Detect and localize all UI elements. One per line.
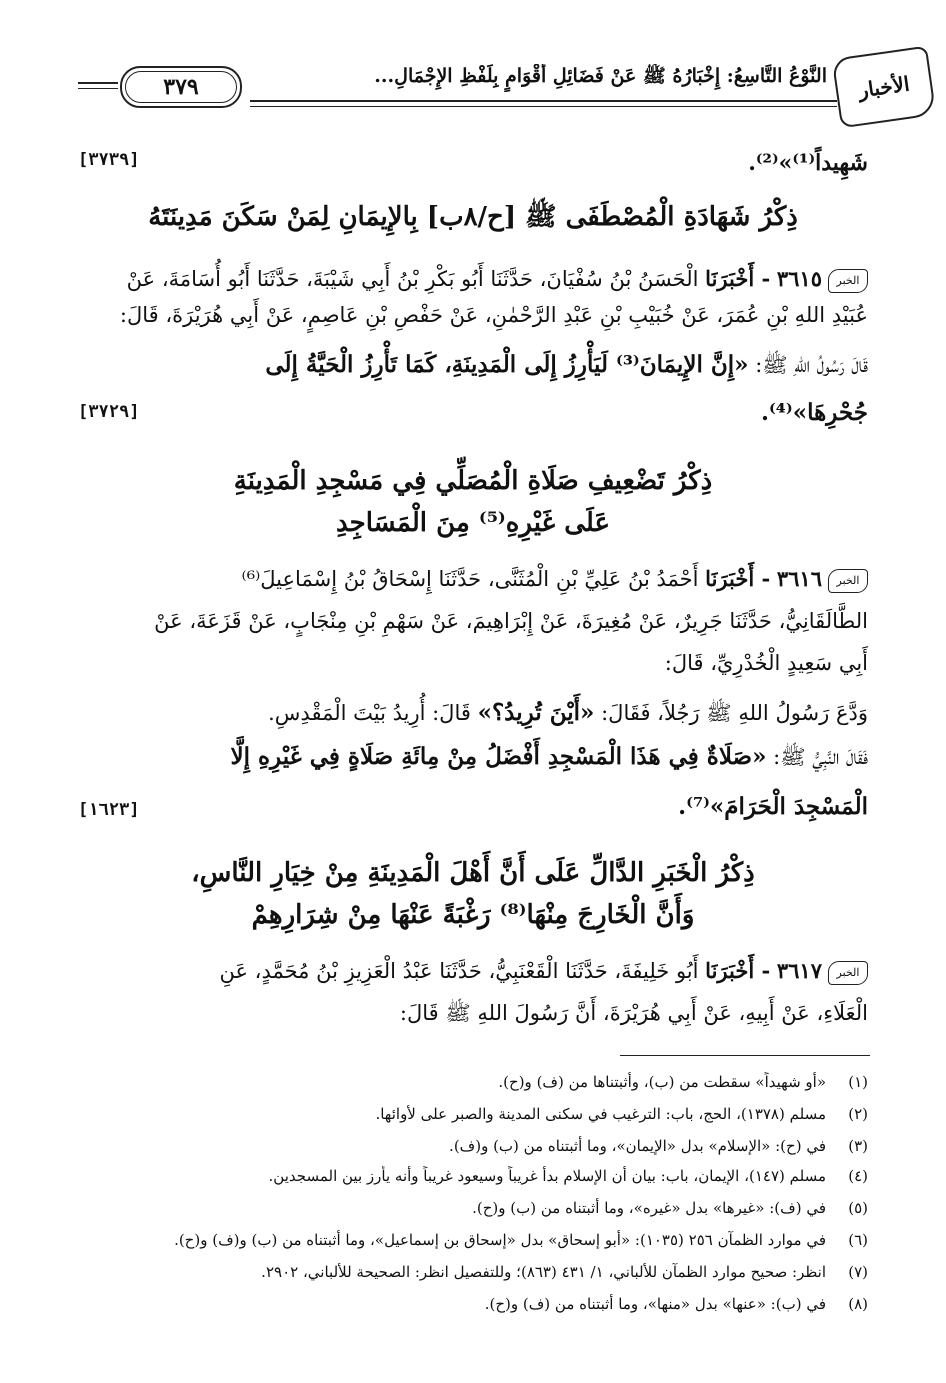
hadith-3616-line-1 [78, 562, 868, 596]
footnote-number: (٢) [848, 1105, 868, 1123]
footnote-number: (٨) [848, 1295, 868, 1313]
footnote [70, 1198, 868, 1218]
reference-number: [١٦٢٣] [78, 800, 140, 820]
hadith-3617-line-2: الْعَلَاءِ، عَنْ أَبِيهِ، عَنْ أَبِي هُرَيْرَةَ، أَنَّ رَسُولَ اللهِ ﷺ قَالَ: [399, 1001, 868, 1025]
chapter-badge: الأخبار [832, 46, 937, 129]
footnote-number: (٤) [848, 1167, 868, 1185]
footnote-text: «أو شهيداً» سقطت من (ب)، وأثبتناها من (ف) و(ح). [498, 1073, 826, 1091]
footnote-text: في موارد الظمآن ٢٥٦ (١٠٣٥): «أبو إسحاق» بدل «إسحاق بن إسماعيل»، وما أثبتناه من (ب) و(ف) و(ح). [174, 1231, 826, 1249]
matn-text: «إِنَّ الإِيمَانَ⁽³⁾ لَيَأْرِزُ إِلَى الْمَدِينَةِ، كَمَا تَأْرِزُ الْحَيَّةُ إِلَى [265, 351, 749, 378]
footnote [70, 1230, 868, 1250]
hadith-number: ٣٦١٦ [776, 566, 822, 591]
section-heading: ذِكْرُ تَضْعِيفِ صَلَاةِ الْمُصَلِّي فِي مَسْجِدِ الْمَدِينَةِ [233, 466, 713, 496]
matn-intro: فَقَالَ النَّبِيُّ ﷺ: [773, 745, 868, 769]
hadith-3615-line-1 [78, 262, 868, 296]
header-rule-left-thin [78, 88, 118, 89]
matn-text: «صَلَاةٌ فِي هَذَا الْمَسْجِدِ أَفْضَلُ مِنْ مِائَةِ صَلَاةٍ فِي غَيْرِهِ إِلَّا [230, 743, 767, 770]
page-header [70, 52, 932, 122]
header-rule-thin [250, 106, 837, 107]
footnote-number: (١) [848, 1073, 868, 1091]
section-heading: وَأَنَّ الْخَارِجَ مِنْهَا⁽⁸⁾ رَغْبَةً عَنْهَا مِنْ شِرَارِهِمْ [251, 900, 695, 930]
footnote-text: في (ح): «الإسلام» بدل «الإيمان»، وما أثبتناه من (ب) و(ف). [449, 1137, 826, 1155]
matn-intro: وَدَّعَ رَسُولُ اللهِ ﷺ رَجُلاً، فَقَالَ: [601, 701, 868, 725]
hadith-3616-line-5 [78, 740, 868, 774]
hadith-3615-line-4: جُحْرِهَا»⁽⁴⁾. [760, 399, 868, 426]
hadith-3616-line-3: أَبِي سَعِيدٍ الْخُدْرِيِّ، قَالَ: [664, 651, 868, 675]
footnote-text: مسلم (١٤٧)، الإيمان، باب: بيان أن الإسلام بدأ غريباً وسيعود غريباً وأنه يأرز بين المسجدين. [268, 1167, 826, 1185]
khabar-icon: الخبر [828, 961, 868, 985]
isnad-text: أَبُو خَلِيفَةَ، حَدَّثَنَا الْقَعْنَبِيُّ، حَدَّثَنَا عَبْدُ الْعَزِيزِ بْنُ مُحَمَّدٍ، عَنِ [219, 959, 699, 983]
footnote-number: (٦) [848, 1231, 868, 1249]
footnote [70, 1262, 868, 1282]
header-rule-left [78, 82, 118, 84]
hadith-3615-line-3 [78, 348, 868, 382]
khabar-icon: الخبر [828, 569, 868, 593]
hadith-3615-line-2: عُبَيْدِ اللهِ بْنِ عُمَرَ، عَنْ خُبَيْبِ بْنِ عَبْدِ الرَّحْمٰنِ، عَنْ حَفْصِ بْنِ عَاصِمٍ، عَنْ أَبِي هُرَيْرَةَ، قَالَ: [119, 303, 868, 327]
hadith-3617-line-1 [78, 954, 868, 988]
hadith-number: ٣٦١٥ [776, 266, 822, 291]
section-heading: ذِكْرُ شَهَادَةِ الْمُصْطَفَى ﷺ [ح/٨ب] بِالإِيمَانِ لِمَنْ سَكَنَ مَدِينَتَهُ [148, 202, 798, 232]
footnote-text: انظر: صحيح موارد الظمآن للألباني، ١/ ٤٣١ (٨٦٣)؛ وللتفصيل انظر: الصحيحة للألباني، ٢٩٠٢. [261, 1263, 826, 1281]
continuation-line: شَهِيداً⁽¹⁾»⁽²⁾. [748, 150, 868, 176]
hadith-3616-line-2: الطَّالَقَانِيُّ، حَدَّثَنَا جَرِيرٌ، عَنْ مُغِيرَةَ، عَنْ إِبْرَاهِيمَ، عَنْ سَهْمِ بْنِ مِنْجَابٍ، عَنْ قَزَعَةَ، عَنْ [154, 609, 868, 633]
isnad-text: أَحْمَدُ بْنُ عَلِيِّ بْنِ الْمُثَنَّى، حَدَّثَنَا إِسْحَاقُ بْنُ إِسْمَاعِيلَ⁽⁶⁾ [241, 567, 699, 591]
footnote-number: (٥) [848, 1199, 868, 1217]
hadith-3616-line-6: الْمَسْجِدَ الْحَرَامَ»⁽⁷⁾. [678, 793, 868, 820]
footnote [70, 1294, 868, 1314]
matn-quote: «أَيْنَ تُرِيدُ؟» [477, 699, 595, 726]
footnote-text: في (ب): «عنها» بدل «منها»، وما أثبتناه من (ف) و(ح). [484, 1295, 826, 1313]
reference-number: [٣٧٢٩] [78, 402, 140, 422]
matn-intro: قَالَ رَسُولُ اللهِ ﷺ: [755, 353, 868, 377]
section-heading: عَلَى غَيْرِهِ⁽⁵⁾ مِنَ الْمَسَاجِدِ [336, 508, 610, 538]
hadith-number: ٣٦١٧ [776, 958, 822, 983]
footnote-number: (٣) [848, 1137, 868, 1155]
akhbarana-label: - أَخْبَرَنَا [705, 266, 771, 291]
footnote [70, 1166, 868, 1186]
footnote-rule [620, 1055, 870, 1056]
header-rule [250, 100, 837, 102]
section-heading: ذِكْرُ الْخَبَرِ الدَّالِّ عَلَى أَنَّ أَهْلَ الْمَدِينَةِ مِنْ خِيَارِ النَّاسِ، [191, 858, 755, 888]
reference-number: [٣٧٣٩] [78, 150, 140, 170]
footnote [70, 1104, 868, 1124]
matn-reply: قَالَ: أُرِيدُ بَيْتَ الْمَقْدِسِ. [268, 701, 471, 725]
page-number: ٣٧٩ [120, 66, 242, 108]
footnote-text: في (ف): «غيرها» بدل «غيره»، وما أثبتناه من (ب) و(ح). [472, 1199, 826, 1217]
running-title: النَّوْعُ التَّاسِعُ: إِخْبَارُهُ ﷺ عَنْ فَضَائِلِ أَقْوَامٍ بِلَفْظِ الإِجْمَالِ... [374, 65, 827, 87]
footnote-number: (٧) [848, 1263, 868, 1281]
footnote [70, 1136, 868, 1156]
footnote-text: مسلم (١٣٧٨)، الحج، باب: الترغيب في سكنى المدينة والصبر على لأوائها. [375, 1105, 826, 1123]
akhbarana-label: - أَخْبَرَنَا [705, 566, 771, 591]
isnad-text: الْحَسَنُ بْنُ سُفْيَانَ، حَدَّثَنَا أَبُو بَكْرِ بْنُ أَبِي شَيْبَةَ، حَدَّثَنَا أَبُو أُسَامَةَ، عَنْ [126, 267, 699, 291]
akhbarana-label: - أَخْبَرَنَا [705, 958, 771, 983]
footnote [70, 1072, 868, 1092]
khabar-icon: الخبر [828, 269, 868, 293]
hadith-3616-line-4 [78, 696, 868, 730]
